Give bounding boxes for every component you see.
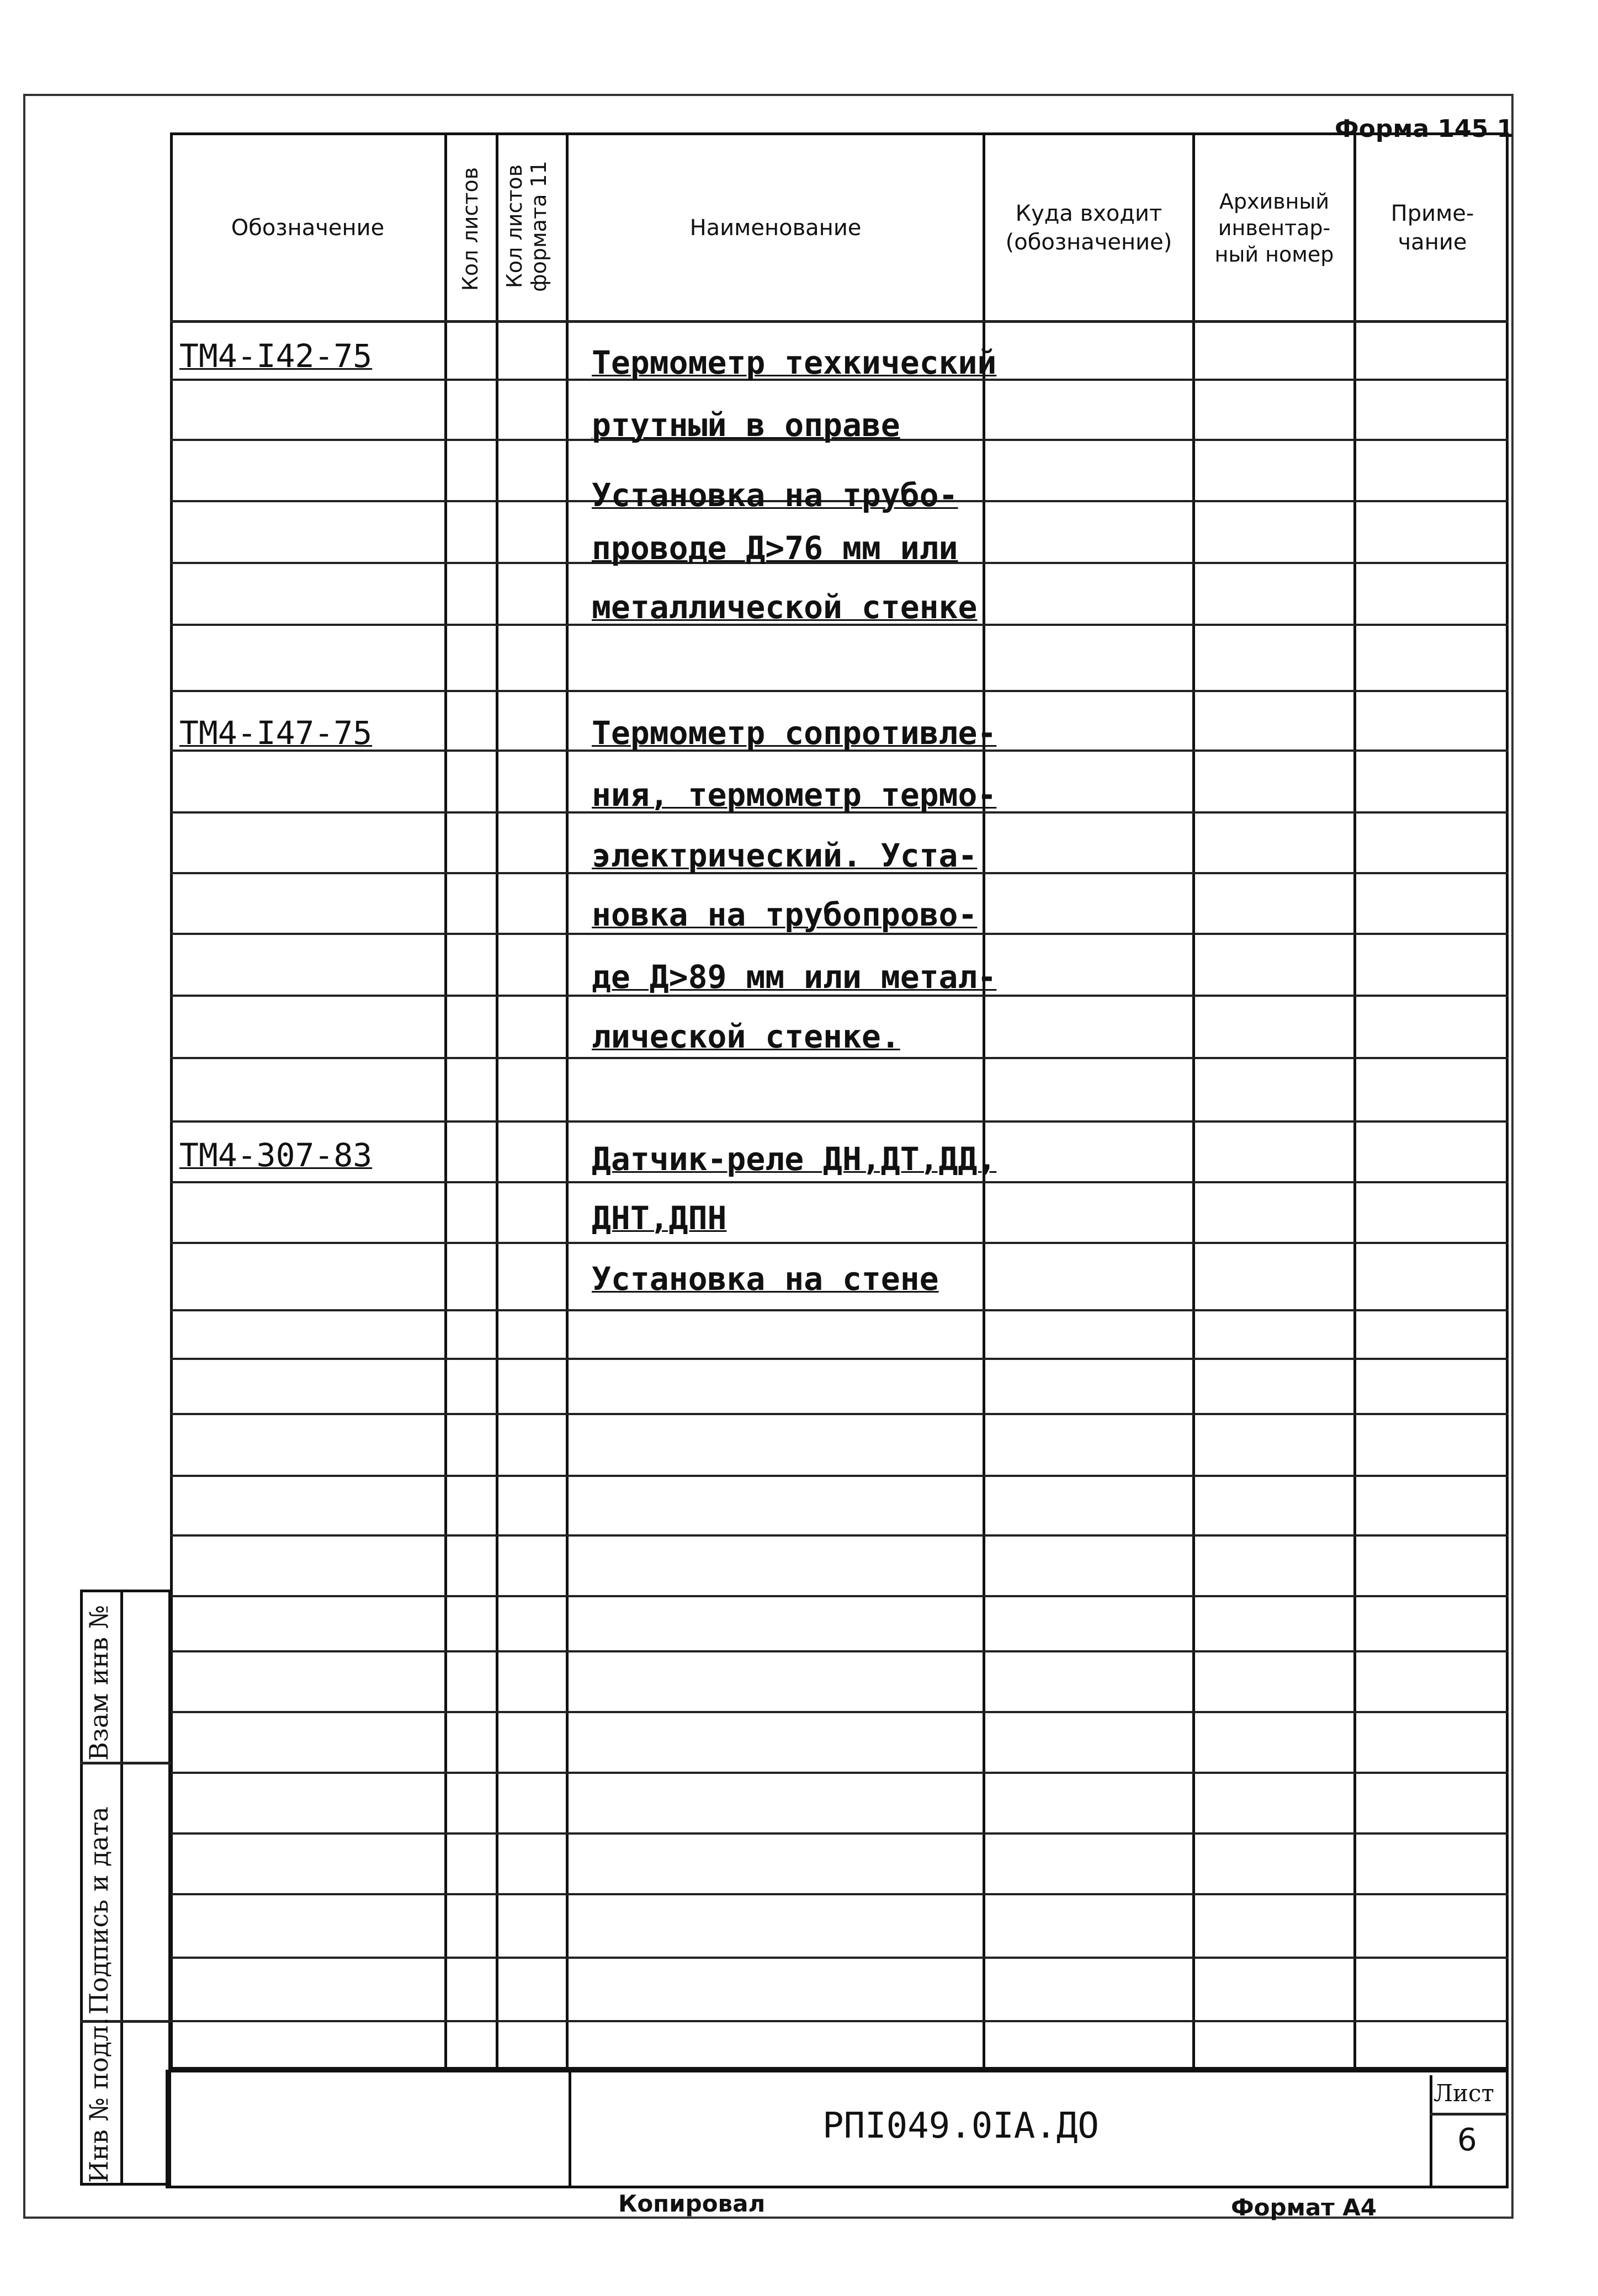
row-name-line: ния, термометр термо- xyxy=(592,776,997,814)
row-rule xyxy=(170,1309,1509,1311)
header-archive-no: Архивный инвентар- ный номер xyxy=(1214,189,1334,267)
row-rule xyxy=(170,1595,1509,1597)
side-stamp-line xyxy=(80,1762,171,1764)
row-rule xyxy=(170,1358,1509,1360)
row-rule xyxy=(170,1832,1509,1835)
row-rule xyxy=(170,1242,1509,1244)
sheet-number: 6 xyxy=(1457,2122,1477,2158)
row-name-line: лической стенке. xyxy=(592,1018,900,1055)
col-line-4 xyxy=(983,132,985,2070)
sheet-box-line xyxy=(1430,2113,1509,2116)
format-label: Формат А4 xyxy=(1231,2194,1377,2221)
row-name-line: Термометр сопротивле- xyxy=(592,714,997,752)
row-name-line: проводе Д>76 мм или xyxy=(592,529,958,567)
row-code: ТМ4-I47-75 xyxy=(179,714,373,752)
row-name-line: Датчик-реле ДН,ДТ,ДД, xyxy=(592,1140,997,1178)
row-name-line: новка на трубопрово- xyxy=(592,896,978,933)
row-name-line: ртутный в оправе xyxy=(592,406,900,444)
row-name-line: электрический. Уста- xyxy=(592,837,978,874)
row-rule xyxy=(170,1120,1509,1123)
row-name-line: ДНТ,ДПН xyxy=(592,1199,727,1237)
row-rule xyxy=(170,2020,1509,2022)
row-rule xyxy=(170,1957,1509,1959)
row-rule xyxy=(170,1534,1509,1537)
copied-label: Копировал xyxy=(618,2190,766,2217)
header-separator xyxy=(170,320,1509,323)
row-name-line: Установка на трубо- xyxy=(592,476,958,514)
col-line-3 xyxy=(566,132,569,2070)
row-name-line: металлической стенке xyxy=(592,588,978,626)
row-rule xyxy=(170,1057,1509,1059)
inv-label: Инв № подл. xyxy=(84,2017,114,2183)
row-name-line: де Д>89 мм или метал- xyxy=(592,958,997,996)
row-name-line: Термометр техкический xyxy=(592,344,997,381)
row-rule xyxy=(170,1772,1509,1774)
sheet-label: Лист xyxy=(1434,2080,1494,2107)
row-rule xyxy=(170,1413,1509,1415)
col-line-5 xyxy=(1192,132,1195,2070)
doc-code: РПI049.0IА.ДО xyxy=(822,2106,1099,2146)
row-rule xyxy=(170,1475,1509,1477)
form-label: Форма 145 1 xyxy=(1335,115,1514,143)
header-note: Приме- чание xyxy=(1390,200,1474,255)
sheet-box-divider xyxy=(1430,2075,1432,2188)
podpis-label: Подпись и дата xyxy=(84,1806,114,2015)
vzam-label: Взам инв № xyxy=(84,1604,114,1761)
col-line-1 xyxy=(444,132,447,2070)
header-name: Наименование xyxy=(689,215,862,241)
row-code: ТМ4-I42-75 xyxy=(179,337,373,375)
col-line-6 xyxy=(1353,132,1356,2070)
row-name-line: Уcтановка на стене xyxy=(592,1260,939,1298)
row-rule xyxy=(170,1893,1509,1895)
col-line-2 xyxy=(496,132,498,2070)
row-rule xyxy=(170,690,1509,692)
title-block-divider xyxy=(569,2070,571,2188)
header-where-used: Куда входит (обозначение) xyxy=(1005,200,1172,255)
row-code: ТМ4-307-83 xyxy=(179,1136,373,1174)
row-rule xyxy=(170,1650,1509,1652)
header-sheets-count: Кол листов xyxy=(458,167,482,291)
row-rule xyxy=(170,1181,1509,1183)
header-designation: Обозначение xyxy=(231,215,385,241)
row-rule xyxy=(170,1711,1509,1713)
header-sheets-format: Кол листов формата 11 xyxy=(502,161,551,292)
side-stamp-divider xyxy=(120,1590,123,2186)
